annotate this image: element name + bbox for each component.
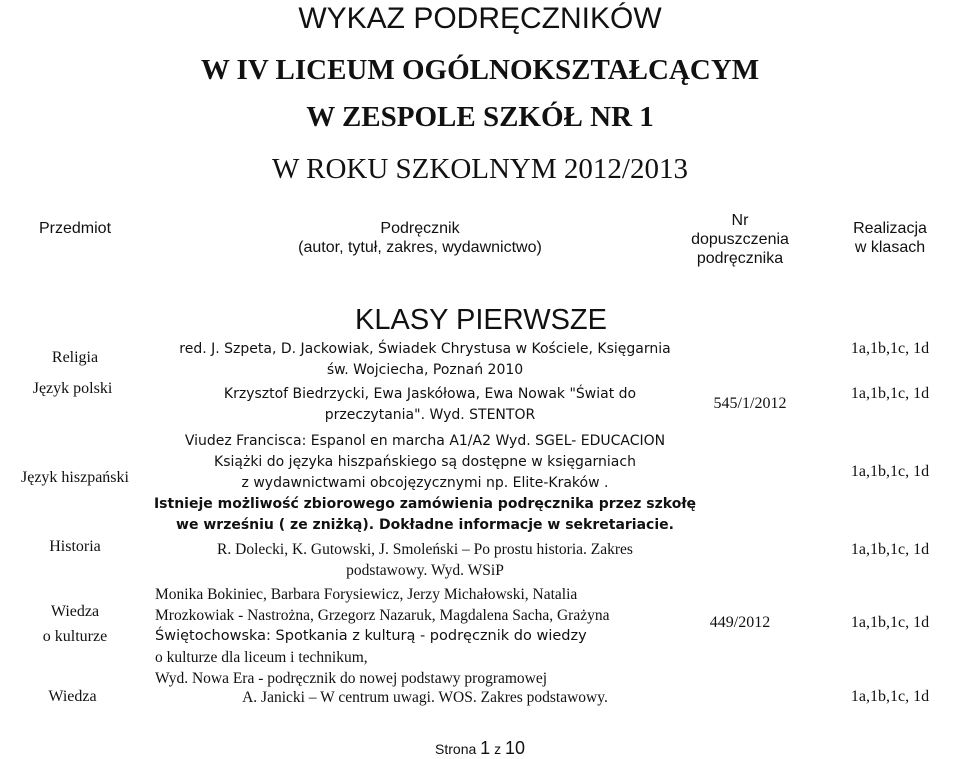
textbook-historia-line1: R. Dolecki, K. Gutowski, J. Smoleński – Po prostu historia. Zakres — [217, 541, 633, 558]
subject-polski: Język polski — [32, 380, 113, 397]
subject-wok — [0, 603, 150, 646]
textbook-wok-line4: o kulturze dla liceum i technikum, — [155, 649, 368, 666]
footer-page-number: 1 — [480, 738, 491, 758]
classes-wok: 1a,1b,1c, 1d — [850, 614, 930, 631]
footer-separator: z — [494, 741, 502, 757]
textbook-hiszpanski-line5: we wrześniu ( ze zniżką). Dokładne informacje w sekretariacie. — [176, 517, 674, 533]
header-approval-line2: dopuszczenia — [691, 231, 789, 248]
classes-polski: 1a,1b,1c, 1d — [850, 385, 930, 402]
textbook-wos-line1: A. Janicki – W centrum uwagi. WOS. Zakres podstawowy. — [242, 689, 608, 706]
footer-prefix: Strona — [435, 741, 477, 757]
subject-wok-line1: Wiedza — [50, 603, 100, 620]
doc-title: WYKAZ PODRĘCZNIKÓW — [298, 2, 662, 35]
page-footer — [0, 738, 960, 759]
subject-historia: Historia — [49, 538, 101, 555]
header-classes — [820, 219, 960, 257]
textbook-hiszpanski — [140, 431, 710, 536]
textbook-polski — [150, 384, 710, 426]
doc-subtitle-school-text: W IV LICEUM OGÓLNOKSZTAŁCĄCYM — [200, 54, 760, 86]
textbook-wok — [140, 584, 715, 689]
textbook-religia-line1: red. J. Szpeta, D. Jackowiak, Świadek Chrystusa w Kościele, Księgarnia — [179, 341, 671, 357]
approval-number-545: 545/1/2012 — [713, 395, 787, 412]
subject-wos: Wiedza — [48, 688, 97, 705]
header-textbook — [220, 219, 620, 257]
textbook-hiszpanski-line3: z wydawnictwami obcojęzycznymi np. Elite-Kraków . — [241, 475, 609, 491]
header-classes-line2: w klasach — [854, 239, 926, 256]
header-textbook-line2: (autor, tytuł, zakres, wydawnictwo) — [298, 239, 542, 256]
textbook-hiszpanski-line4: Istnieje możliwość zbiorowego zamówienia podręcznika przez szkołę — [153, 496, 697, 512]
doc-subtitle-complex-text: W ZESPOLE SZKÓŁ NR 1 — [306, 101, 654, 133]
textbook-religia-line2: św. Wojciecha, Poznań 2010 — [326, 362, 524, 378]
textbook-wok-line2: Mrozkowiak - Nastrożna, Grzegorz Nazaruk, Magdalena Sacha, Grażyna — [155, 607, 610, 624]
doc-subtitle-year-text: W ROKU SZKOLNYM 2012/2013 — [272, 153, 688, 185]
subject-hiszpanski: Język hiszpański — [21, 469, 129, 486]
header-approval-line3: podręcznika — [696, 250, 784, 267]
textbook-historia-line2: podstawowy. Wyd. WSiP — [346, 562, 504, 579]
subject-wok-line2: o kulturze — [42, 628, 108, 645]
textbook-wok-line5: Wyd. Nowa Era - podręcznik do nowej podstawy programowej — [155, 670, 548, 687]
doc-subtitle-complex — [0, 101, 960, 134]
subject-religia: Religia — [51, 349, 99, 366]
doc-subtitle-school — [0, 54, 960, 87]
textbook-historia — [140, 539, 710, 581]
textbook-hiszpanski-line2: Książki do języka hiszpańskiego są dostępne w księgarniach — [214, 454, 636, 470]
classes-religia: 1a,1b,1c, 1d — [850, 340, 930, 357]
header-classes-line1: Realizacja — [853, 220, 927, 237]
textbook-wos — [140, 687, 710, 708]
textbook-polski-line2: przeczytania". Wyd. STENTOR — [324, 407, 536, 423]
footer-total-pages: 10 — [504, 738, 525, 758]
classes-hiszpanski: 1a,1b,1c, 1d — [850, 463, 930, 480]
textbook-wok-line1: Monika Bokiniec, Barbara Forysiewicz, Jerzy Michałowski, Natalia — [155, 586, 578, 603]
classes-historia: 1a,1b,1c, 1d — [850, 541, 930, 558]
doc-subtitle-year — [0, 153, 960, 186]
textbook-hiszpanski-line1: Viudez Francisca: Espanol en marcha A1/A2 Wyd. SGEL- EDUCACION — [184, 433, 666, 449]
header-textbook-line1: Podręcznik — [380, 220, 460, 237]
header-approval-number — [680, 211, 800, 268]
section-title: KLASY PIERWSZE — [355, 304, 607, 336]
textbook-wok-line3: Świętochowska: Spotkania z kulturą - podręcznik do wiedzy — [155, 628, 587, 644]
textbook-polski-line1: Krzysztof Biedrzycki, Ewa Jaskółowa, Ewa Nowak "Świat do — [223, 386, 637, 402]
approval-number-449: 449/2012 — [709, 614, 771, 631]
textbook-religia — [140, 339, 710, 381]
header-approval-line1: Nr — [731, 212, 749, 229]
header-subject: Przedmiot — [38, 220, 112, 237]
classes-wos: 1a,1b,1c, 1d — [850, 688, 930, 705]
